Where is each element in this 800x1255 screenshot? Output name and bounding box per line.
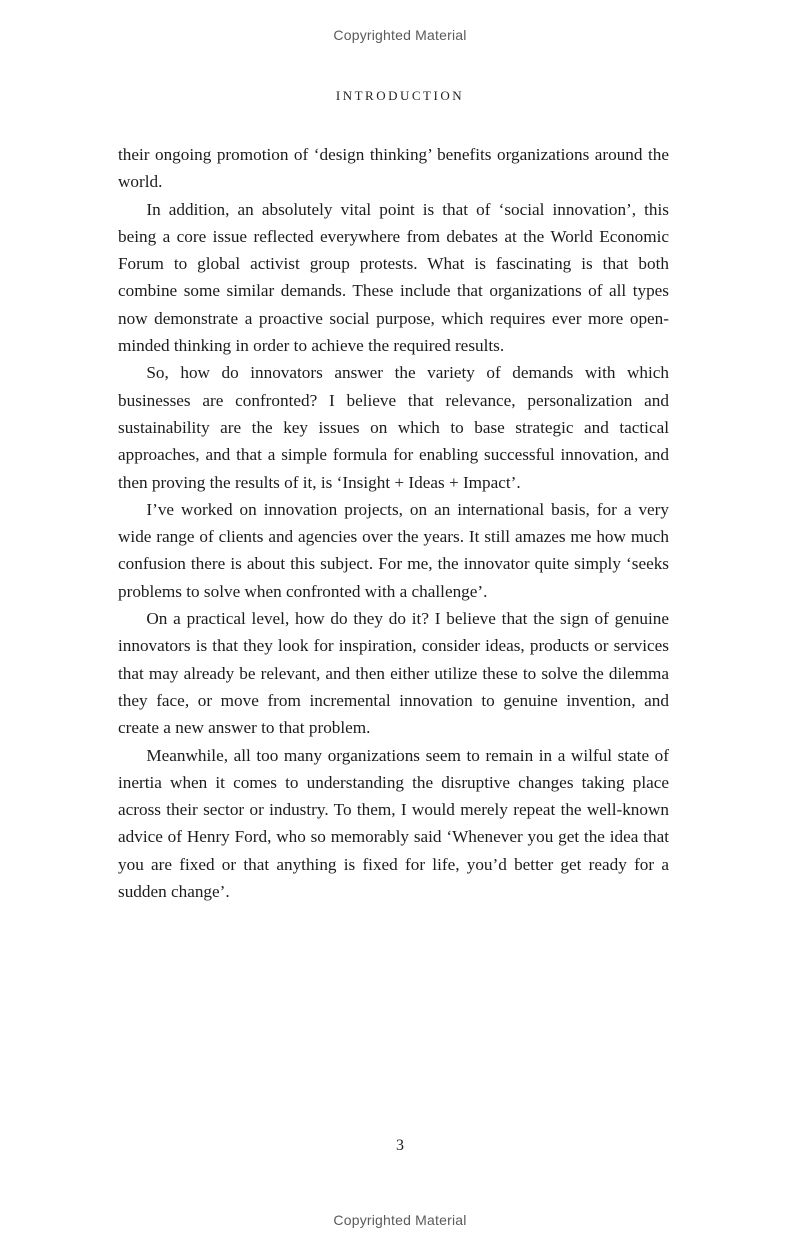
- paragraph-6: Meanwhile, all too many organizations seem to remain in a wilful state of inertia when it comes to understanding the disruptive changes taking place across their sector or industry. To them, I would merely repeat the well-known advice of Henry Ford, who so memorably said ‘Whenever you get the idea that you are fixed or that anything is fixed for life, you’d better get ready for a sudden change’.: [118, 745, 669, 902]
- paragraph-1: their ongoing promotion of ‘design thinking’ benefits organizations around the world.: [118, 145, 669, 192]
- body-text: [118, 141, 669, 905]
- paragraph-4: I’ve worked on innovation projects, on an international basis, for a very wide range of clients and agencies over the years. It still amazes me how much confusion there is about this subject. For me, the innovator quite simply ‘seeks problems to solve when confronted with a challenge’.: [118, 499, 669, 601]
- chapter-header: INTRODUCTION: [335, 88, 465, 103]
- page-number: 3: [396, 1137, 404, 1154]
- paragraph-3: So, how do innovators answer the variety of demands with which businesses are confronted? I believe that relevance, personalization and sustainability are the key issues on which to base strategic and tactical approaches, and that a simple formula for enabling successful innovation, and then proving the results of it, is ‘Insight + Ideas + Impact’.: [118, 363, 669, 492]
- copyright-notice-bottom: Copyrighted Material: [333, 1212, 467, 1228]
- paragraph-2: In addition, an absolutely vital point is that of ‘social innovation’, this being a core issue reflected everywhere from debates at the World Economic Forum to global activist group protests. What is fascinating is that both combine some similar demands. These include that organizations of all types now demonstrate a proactive social purpose, which requires ever more open-minded thinking in order to achieve the required results.: [118, 199, 669, 356]
- paragraph-5: On a practical level, how do they do it? I believe that the sign of genuine innovators is that they look for inspiration, consider ideas, products or services that may already be relevant, and then either utilize these to solve the dilemma they face, or move from incremental innovation to genuine invention, and create a new answer to that problem.: [118, 609, 669, 738]
- copyright-notice-top: Copyrighted Material: [333, 27, 467, 43]
